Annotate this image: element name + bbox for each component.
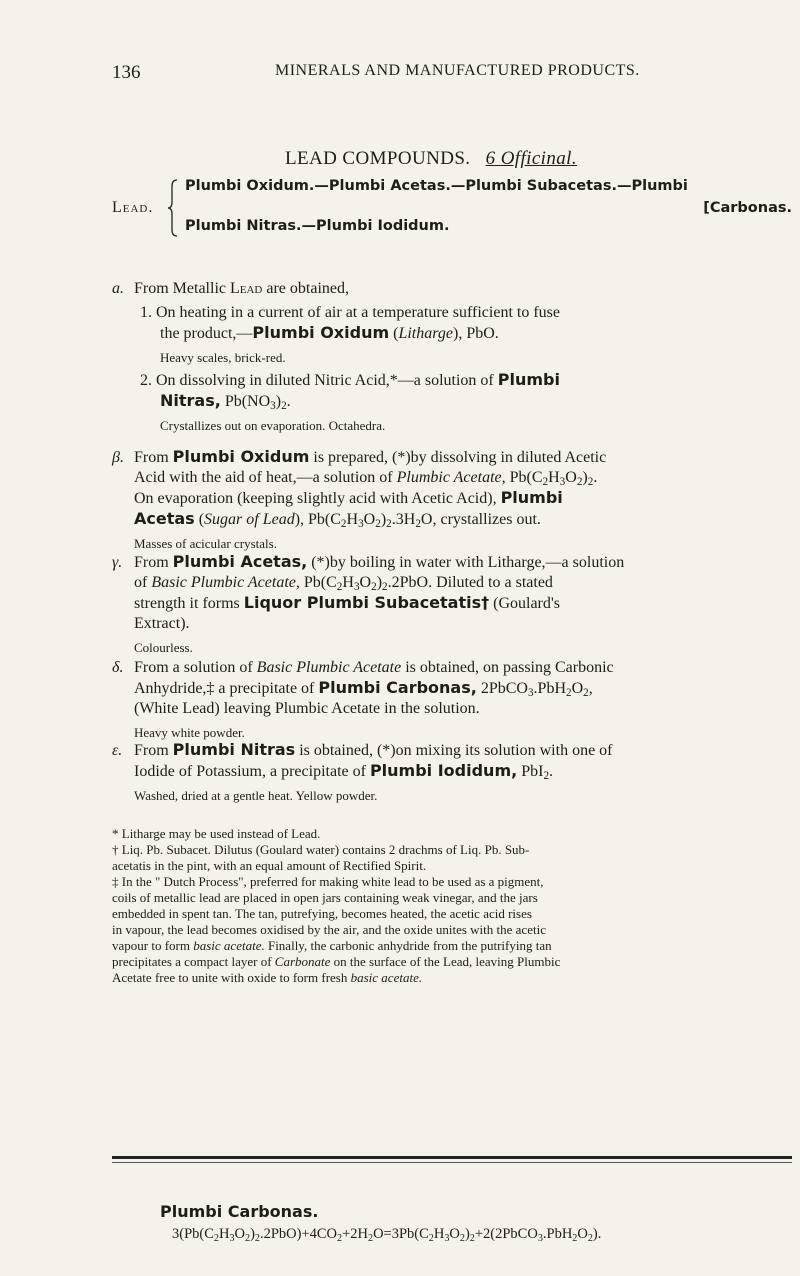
bottom-title: Plumbi Carbonas. [160,1202,319,1221]
divider-rule-thick [112,1156,792,1159]
alpha-item-2-note: Crystallizes out on evaporation. Octahedra. [160,418,386,433]
lead-label: Lead. [112,199,154,216]
footnote-2: † Liq. Pb. Subacet. Dilutus (Goulard water) contains 2 drachms of Liq. Pb. Sub- [112,842,530,857]
heading-officinal: 6 Officinal. [485,148,577,169]
lead-compounds-line-1: Plumbi Oxidum.—Plumbi Acetas.—Plumbi Subacetas.—Plumbi [185,178,688,194]
lead-compounds-list [112,178,792,238]
epsilon-note: Washed, dried at a gentle heat. Yellow powder. [134,788,378,803]
lead-compounds-line-2: [Carbonas. [703,200,792,216]
paragraph-beta: β. From Plumbi Oxidum is prepared, (*)by dissolving in diluted Acetic Acid with the aid of heat,—a solution of Plumbic Acetate, $Pb(C_2H_3O_2)_2$. On evaporation (keeping slightly acid with Acetic Acid), Plumbi Acetas (Sugar of Lead), $Pb(C_2H_3O_2)_2.3H_2O$, crystallizes out. Masses of acicular crystals. [112,447,792,554]
delta-note: Heavy white powder. [134,725,245,740]
brace-icon [168,178,178,238]
footnotes: * Litharge may be used instead of Lead. † Liq. Pb. Subacet. Dilutus (Goulard water) contains 2 drachms of Liq. Pb. Sub- acetatis in the pint, with an equal amount of Rectified Spirit. ‡ In the " Dutch Process", preferred for making white lead to be used as a pigment, coils of metallic lead are placed in open jars containing weak vinegar, and the jars embedded in spent tan. The tan, putrefying, becomes heated, the acetic acid rises in vapour, the lead becomes oxidised by the air, and the oxide unites with the acetic vapour to form basic acetate. Finally, the carbonic anhydride from the putrifying tan precipitates a compact layer of Carbonate on the surface of the Lead, leaving Plumbic Acetate free to unite with oxide to form fresh basic acetate. [112,826,792,986]
paragraph-gamma: γ. From Plumbi Acetas, (*)by boiling in water with Litharge,—a solution of Basic Plumbic Acetate, $Pb(C_2H_3O_2)_2.2PbO$. Diluted to a stated strength it forms Liquor Plumbi Subacetatis† (Goulard's Extract). Colourless. [112,552,792,658]
chem-name-plumbi-oxidum: Plumbi Oxidum [252,323,390,342]
beta-note: Masses of acicular crystals. [134,536,277,551]
paragraph-alpha: a. From Metallic Lead are obtained, [112,280,349,297]
alpha-item-1: 1. On heating in a current of air at a temperature sufficient to fuse the product,—Plumbi Oxidum (Litharge), PbO. Heavy scales, brick-red. [140,303,790,368]
footnote-1: * Litharge may be used instead of Lead. [112,826,321,841]
alpha-item-2: 2. On dissolving in diluted Nitric Acid,*—a solution of Plumbi Nitras, $Pb(NO_3)_2$. Crystallizes out on evaporation. Octahedra. [140,370,790,436]
reaction-equation: $3(Pb(C_2H_3O_2)_2.2PbO)+4CO_2+2H_2O=3Pb(C_2H_3O_2)_2+2(2PbCO_3.PbH_2O_2)$. [172,1226,602,1244]
gamma-note: Colourless. [134,640,193,655]
lead-compounds-line-3: Plumbi Nitras.—Plumbi Iodidum. [185,218,450,234]
page-number: 136 [112,62,141,83]
alpha-item-1-note: Heavy scales, brick-red. [160,350,286,365]
paragraph-epsilon: ε. From Plumbi Nitras is obtained, (*)on mixing its solution with one of Iodide of Potassium, a precipitate of Plumbi Iodidum, PbI$_2$. Washed, dried at a gentle heat. Yellow powder. [112,740,792,806]
heading-main: LEAD COMPOUNDS. [285,148,471,169]
section-heading [285,148,577,170]
paragraph-delta: δ. From a solution of Basic Plumbic Acetate is obtained, on passing Carbonic Anhydride,‡ a precipitate of Plumbi Carbonas, $2PbCO_3.PbH_2O_2$, (White Lead) leaving Plumbic Acetate in the solution. Heavy white powder. [112,658,792,743]
divider-rule-thin [112,1162,792,1163]
footnote-3: ‡ In the " Dutch Process", preferred for making white lead to be used as a pigment, [112,874,544,889]
running-title: MINERALS AND MANUFACTURED PRODUCTS. [275,62,640,79]
